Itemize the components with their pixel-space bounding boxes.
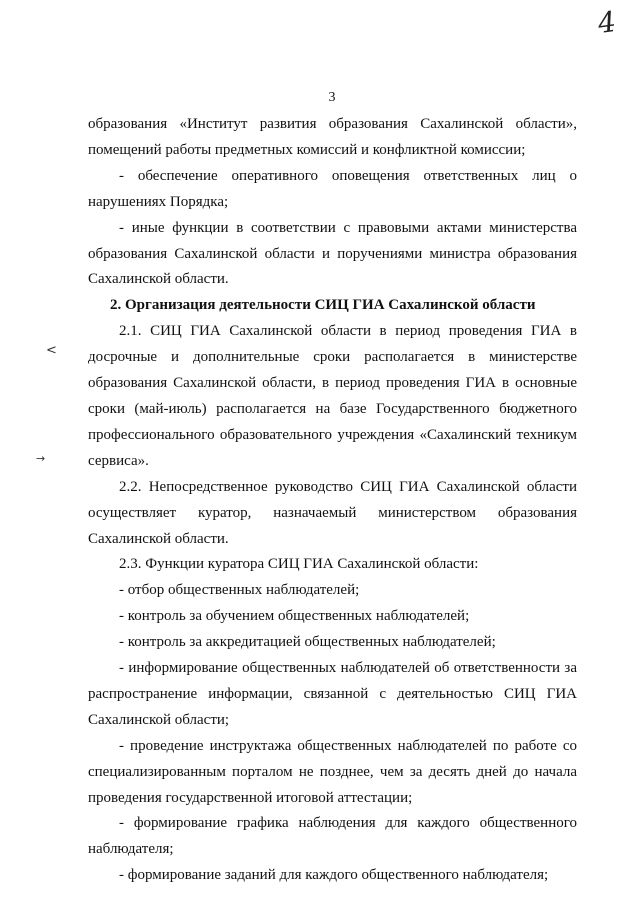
list-item: - формирование графика наблюдения для каждого общественного наблюдателя;	[88, 815, 577, 858]
paragraph-2-3: 2.3. Функции куратора СИЦ ГИА Сахалинской области:	[119, 556, 479, 573]
paragraph-2-2: 2.2. Непосредственное руководство СИЦ ГИА Сахалинской области осуществляет куратор, назначаемый министерством образования Сахалинской области.	[88, 478, 577, 547]
list-item: - контроль за обучением общественных наблюдателей;	[119, 608, 470, 625]
paragraph-2-1: 2.1. СИЦ ГИА Сахалинской области в период проведения ГИА в досрочные и дополнительные сроки располагается в министерстве образования Сахалинской области, в период проведения ГИА в основные сроки (май-июль) располагается на базе Государственного бюджетного профессионального образовательного учреждения «Сахалинский техникум сервиса».	[88, 323, 577, 469]
list-item: - отбор общественных наблюдателей;	[119, 582, 360, 599]
section-heading: 2. Организация деятельности СИЦ ГИА Сахалинской области	[110, 297, 536, 314]
list-item: - информирование общественных наблюдателей об ответственности за распространение информации, связанной с деятельностью СИЦ ГИА Сахалинской области;	[88, 660, 577, 728]
list-item: - контроль за аккредитацией общественных наблюдателей;	[119, 634, 496, 651]
handwritten-page-mark: 4	[595, 4, 619, 41]
page-number: 3	[328, 90, 336, 105]
paragraph-item: - обеспечение оперативного оповещения ответственных лиц о нарушениях Порядка;	[88, 167, 577, 210]
margin-mark-left-bracket: <	[46, 343, 57, 358]
document-body	[88, 112, 577, 889]
paragraph-continuation: образования «Институт развития образования Сахалинской области», помещений работы предметных комиссий и конфликтной комиссии;	[88, 116, 577, 158]
list-item: - проведение инструктажа общественных наблюдателей по работе со специализированным порталом не позднее, чем за десять дней до начала проведения государственной итоговой аттестации;	[88, 737, 577, 806]
paragraph-item: - иные функции в соответствии с правовыми актами министерства образования Сахалинской области и поручениями министра образования Сахалинской области.	[88, 219, 577, 288]
margin-mark-arrow: →	[36, 452, 46, 465]
list-item: - формирование заданий для каждого общественного наблюдателя;	[119, 867, 549, 884]
